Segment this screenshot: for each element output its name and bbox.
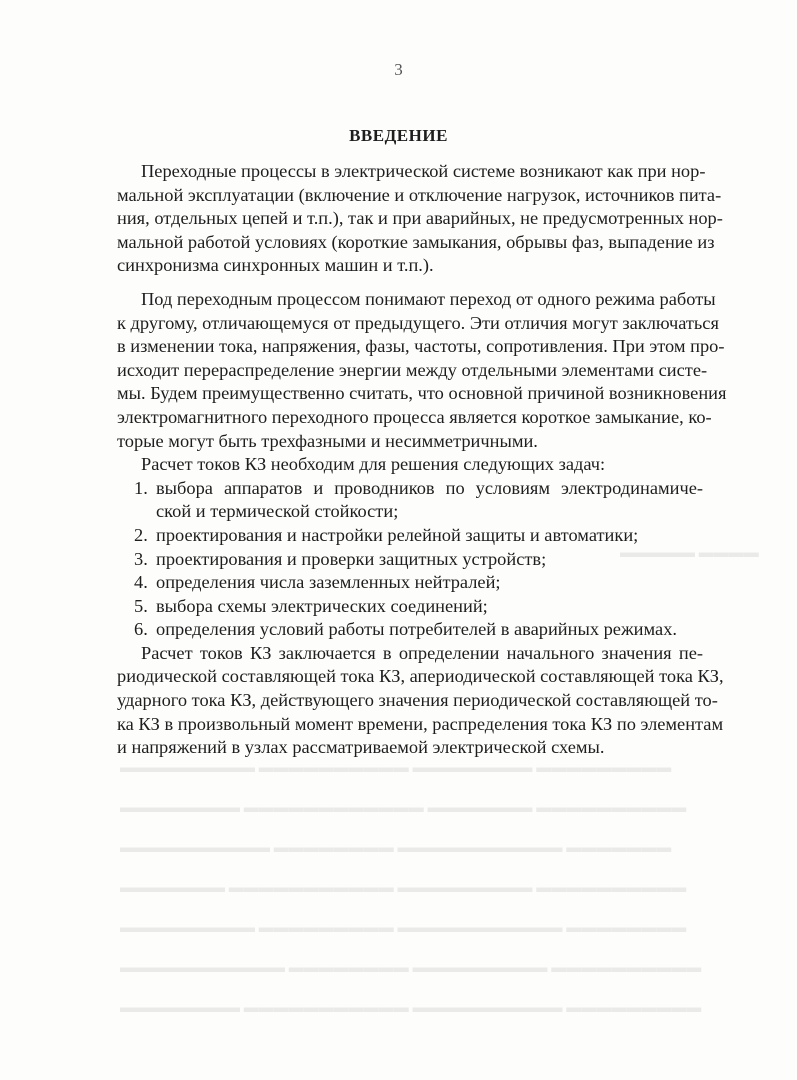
list-item [117,571,703,595]
list-intro: Расчет токов КЗ необходим для решения следующих задач: [141,454,606,475]
list-item-text: определения числа заземленных нейтралей; [156,572,501,593]
text-line: к другому, отличающемуся от предыдущего. Эти отличия могут заключаться [117,312,719,333]
text-line: в изменении тока, напряжения, фазы, частоты, сопротивления. При этом про- [117,336,725,357]
document-body [117,160,727,760]
paragraph-1 [117,160,723,278]
text-line: мы. Будем преимущественно считать, что основной причиной возникновения [117,383,727,404]
list-item [117,548,703,572]
bleed-through: ▬▬▬▬▬▬▬▬▬ ▬▬▬▬▬▬▬▬▬▬ ▬▬▬▬▬▬▬▬ ▬▬▬▬▬▬▬▬▬ [120,760,672,776]
list-item-text: выбора схемы электрических соединений; [156,595,488,616]
text-line: ударного тока КЗ, действующего значения периодической составляющей то- [117,690,718,711]
list-item [117,477,703,501]
bleed-through: ▬▬▬▬▬▬▬▬▬▬ ▬▬▬▬▬▬▬▬ ▬▬▬▬▬▬▬▬▬▬▬ ▬▬▬▬▬▬▬ [120,840,672,856]
text-line: синхронизма синхронных машин и т.п.). [117,255,434,276]
text-line: электромагнитного переходного процесса является короткое замыкание, ко- [117,406,712,427]
bleed-through: ▬▬▬▬▬▬▬▬ ▬▬▬▬▬▬▬▬▬▬▬ ▬▬▬▬▬▬▬▬▬▬ ▬▬▬▬▬▬▬▬▬ [120,1000,702,1016]
bleed-through: ▬▬▬▬▬▬▬▬▬ ▬▬▬▬▬▬▬▬▬ ▬▬▬▬▬▬▬▬▬▬▬ ▬▬▬▬▬▬▬▬ [120,920,687,936]
bleed-through: ▬▬▬▬▬▬▬▬▬▬▬ ▬▬▬▬▬▬▬▬ ▬▬▬▬▬▬▬▬▬ ▬▬▬▬▬▬▬▬▬▬ [120,960,702,976]
list-item-number: 6. [134,619,148,640]
text-line: мальной работой условиях (короткие замыкания, обрывы фаз, выпадение из [117,231,715,252]
list-item-number: 1. [134,477,148,498]
text-line: Под переходным процессом понимают переход от одного режима работы [141,288,716,309]
list-item-number: 3. [134,548,148,569]
text-line: исходит перераспределение энергии между отдельными элементами систе- [117,359,708,380]
list-item-text: определения условий работы потребителей в аварийных режимах. [156,619,677,640]
list-item-number: 2. [134,524,148,545]
list-item-number: 4. [134,572,148,593]
text-line: ка КЗ в произвольный момент времени, распределения тока КЗ по элементам [117,713,724,734]
section-title: ВВЕДЕНИЕ [349,126,448,145]
list-item-continuation: ской и термической стойкости; [156,501,399,522]
bleed-through: ▬▬▬▬▬ ▬▬▬▬ [620,545,759,561]
text-line: Переходные процессы в электрической системе возникают как при нор- [141,161,706,181]
text-line: торые могут быть трехфазными и несимметричными. [117,430,538,451]
list-item-text: проектирования и проверки защитных устройств; [156,548,547,569]
list-item-text: выбора аппаратов и проводников по условиям электродинамиче- [156,477,703,498]
page-number: 3 [394,60,403,79]
list-item-number: 5. [134,595,148,616]
list-item-text: проектирования и настройки релейной защиты и автоматики; [156,524,639,545]
text-line: риодической составляющей тока КЗ, апериодической составляющей тока КЗ, [117,666,724,687]
text-line: ния, отдельных цепей и т.п.), так и при аварийных, не предусмотренных нор- [117,208,723,229]
text-line: мальной эксплуатации (включение и отключение нагрузок, источников пита- [117,184,722,205]
paragraph-3 [117,642,724,760]
bleed-through: ▬▬▬▬▬▬▬▬ ▬▬▬▬▬▬▬▬▬▬▬▬ ▬▬▬▬▬▬▬ ▬▬▬▬▬▬▬▬▬▬ [120,800,687,816]
text-line: и напряжений в узлах рассматриваемой электрической схемы. [117,737,605,758]
paragraph-2 [117,288,727,453]
text-line: Расчет токов КЗ заключается в определении начального значения пе- [141,642,703,663]
task-list [117,477,703,642]
bleed-through: ▬▬▬▬▬▬▬ ▬▬▬▬▬▬▬▬▬▬▬ ▬▬▬▬▬▬▬▬▬ ▬▬▬▬▬▬▬▬▬▬ [120,880,687,896]
list-item [117,595,703,619]
list-item [117,618,703,642]
list-item [117,524,703,548]
